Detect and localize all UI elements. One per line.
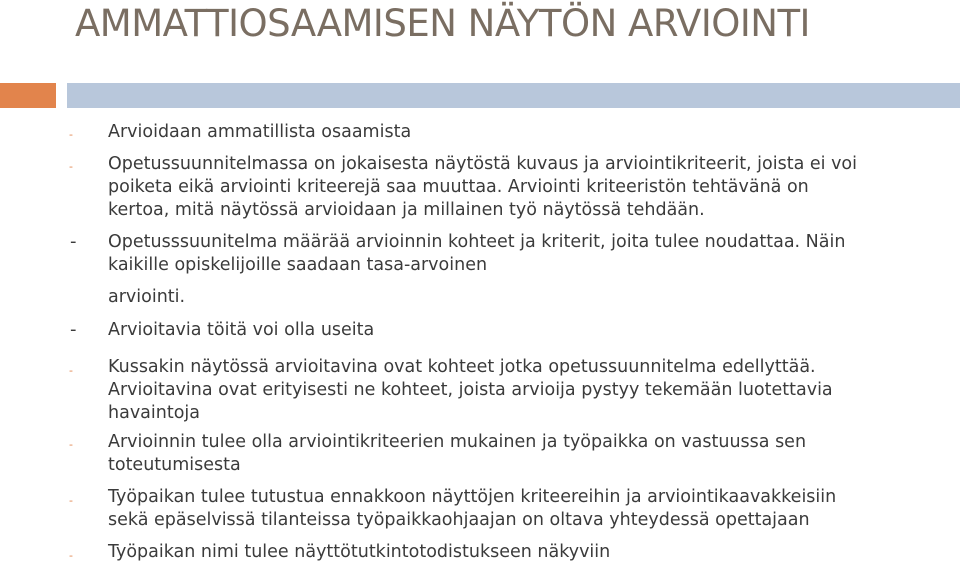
item-line: kertoa, mitä näytössä arvioidaan ja millainen työ näytössä tehdään. (108, 200, 705, 220)
bullet-dash: - (70, 231, 77, 252)
bullet-dash: - (70, 319, 77, 340)
bullet-dash: - (69, 160, 73, 173)
item-line: Kussakin näytössä arvioitavina ovat kohteet jotka opetussuunnitelma edellyttää. (108, 357, 816, 377)
bullet-dash: - (69, 128, 73, 141)
list-item (108, 486, 938, 532)
bullet-dash: - (69, 494, 73, 507)
bullet-dash: - (69, 364, 73, 377)
list-item (108, 153, 938, 222)
list-item (108, 121, 938, 144)
item-line: Työpaikan nimi tulee näyttötutkintotodistukseen näkyviin (108, 542, 611, 562)
bullet-dash: - (69, 438, 73, 451)
list-item (108, 319, 938, 342)
item-line: toteutumisesta (108, 455, 241, 475)
item-line: arviointi. (108, 287, 186, 307)
item-line: Arvioidaan ammatillista osaamista (108, 122, 412, 142)
list-item (108, 286, 938, 309)
item-line: poiketa eikä arviointi kriteerejä saa muuttaa. Arviointi kriteeristön tehtävänä on (108, 177, 809, 197)
item-line: kaikille opiskelijoille saadaan tasa-arvoinen (108, 255, 488, 275)
item-line: Opetussuunnitelmassa on jokaisesta näytöstä kuvaus ja arviointikriteerit, joista ei voi (108, 154, 857, 174)
item-line: sekä epäselvissä tilanteissa työpaikkaohjaajan on oltava yhteydessä opettajaan (108, 510, 810, 530)
item-line: Työpaikan tulee tutustua ennakkoon näyttöjen kriteereihin ja arviointikaavakkeisiin (108, 487, 837, 507)
accent-bar-orange (0, 83, 56, 108)
list-item (108, 541, 938, 564)
item-line: havaintoja (108, 403, 201, 423)
list-item (108, 356, 938, 425)
item-line: Opetusssuunitelma määrää arvioinnin kohteet ja kriterit, joita tulee noudattaa. Näin (108, 232, 846, 252)
item-line: Arvioitavina ovat erityisesti ne kohteet, joista arvioija pystyy tekemään luotettavia (108, 380, 833, 400)
accent-bar-blue (67, 83, 960, 108)
list-item (108, 431, 938, 477)
list-item (108, 231, 938, 277)
item-line: Arvioitavia töitä voi olla useita (108, 320, 375, 340)
item-line: Arvioinnin tulee olla arviointikriteerien mukainen ja työpaikka on vastuussa sen (108, 432, 807, 452)
slide-title: AMMATTIOSAAMISEN NÄYTÖN ARVIOINTI (75, 2, 810, 45)
bullet-dash: - (69, 549, 73, 562)
